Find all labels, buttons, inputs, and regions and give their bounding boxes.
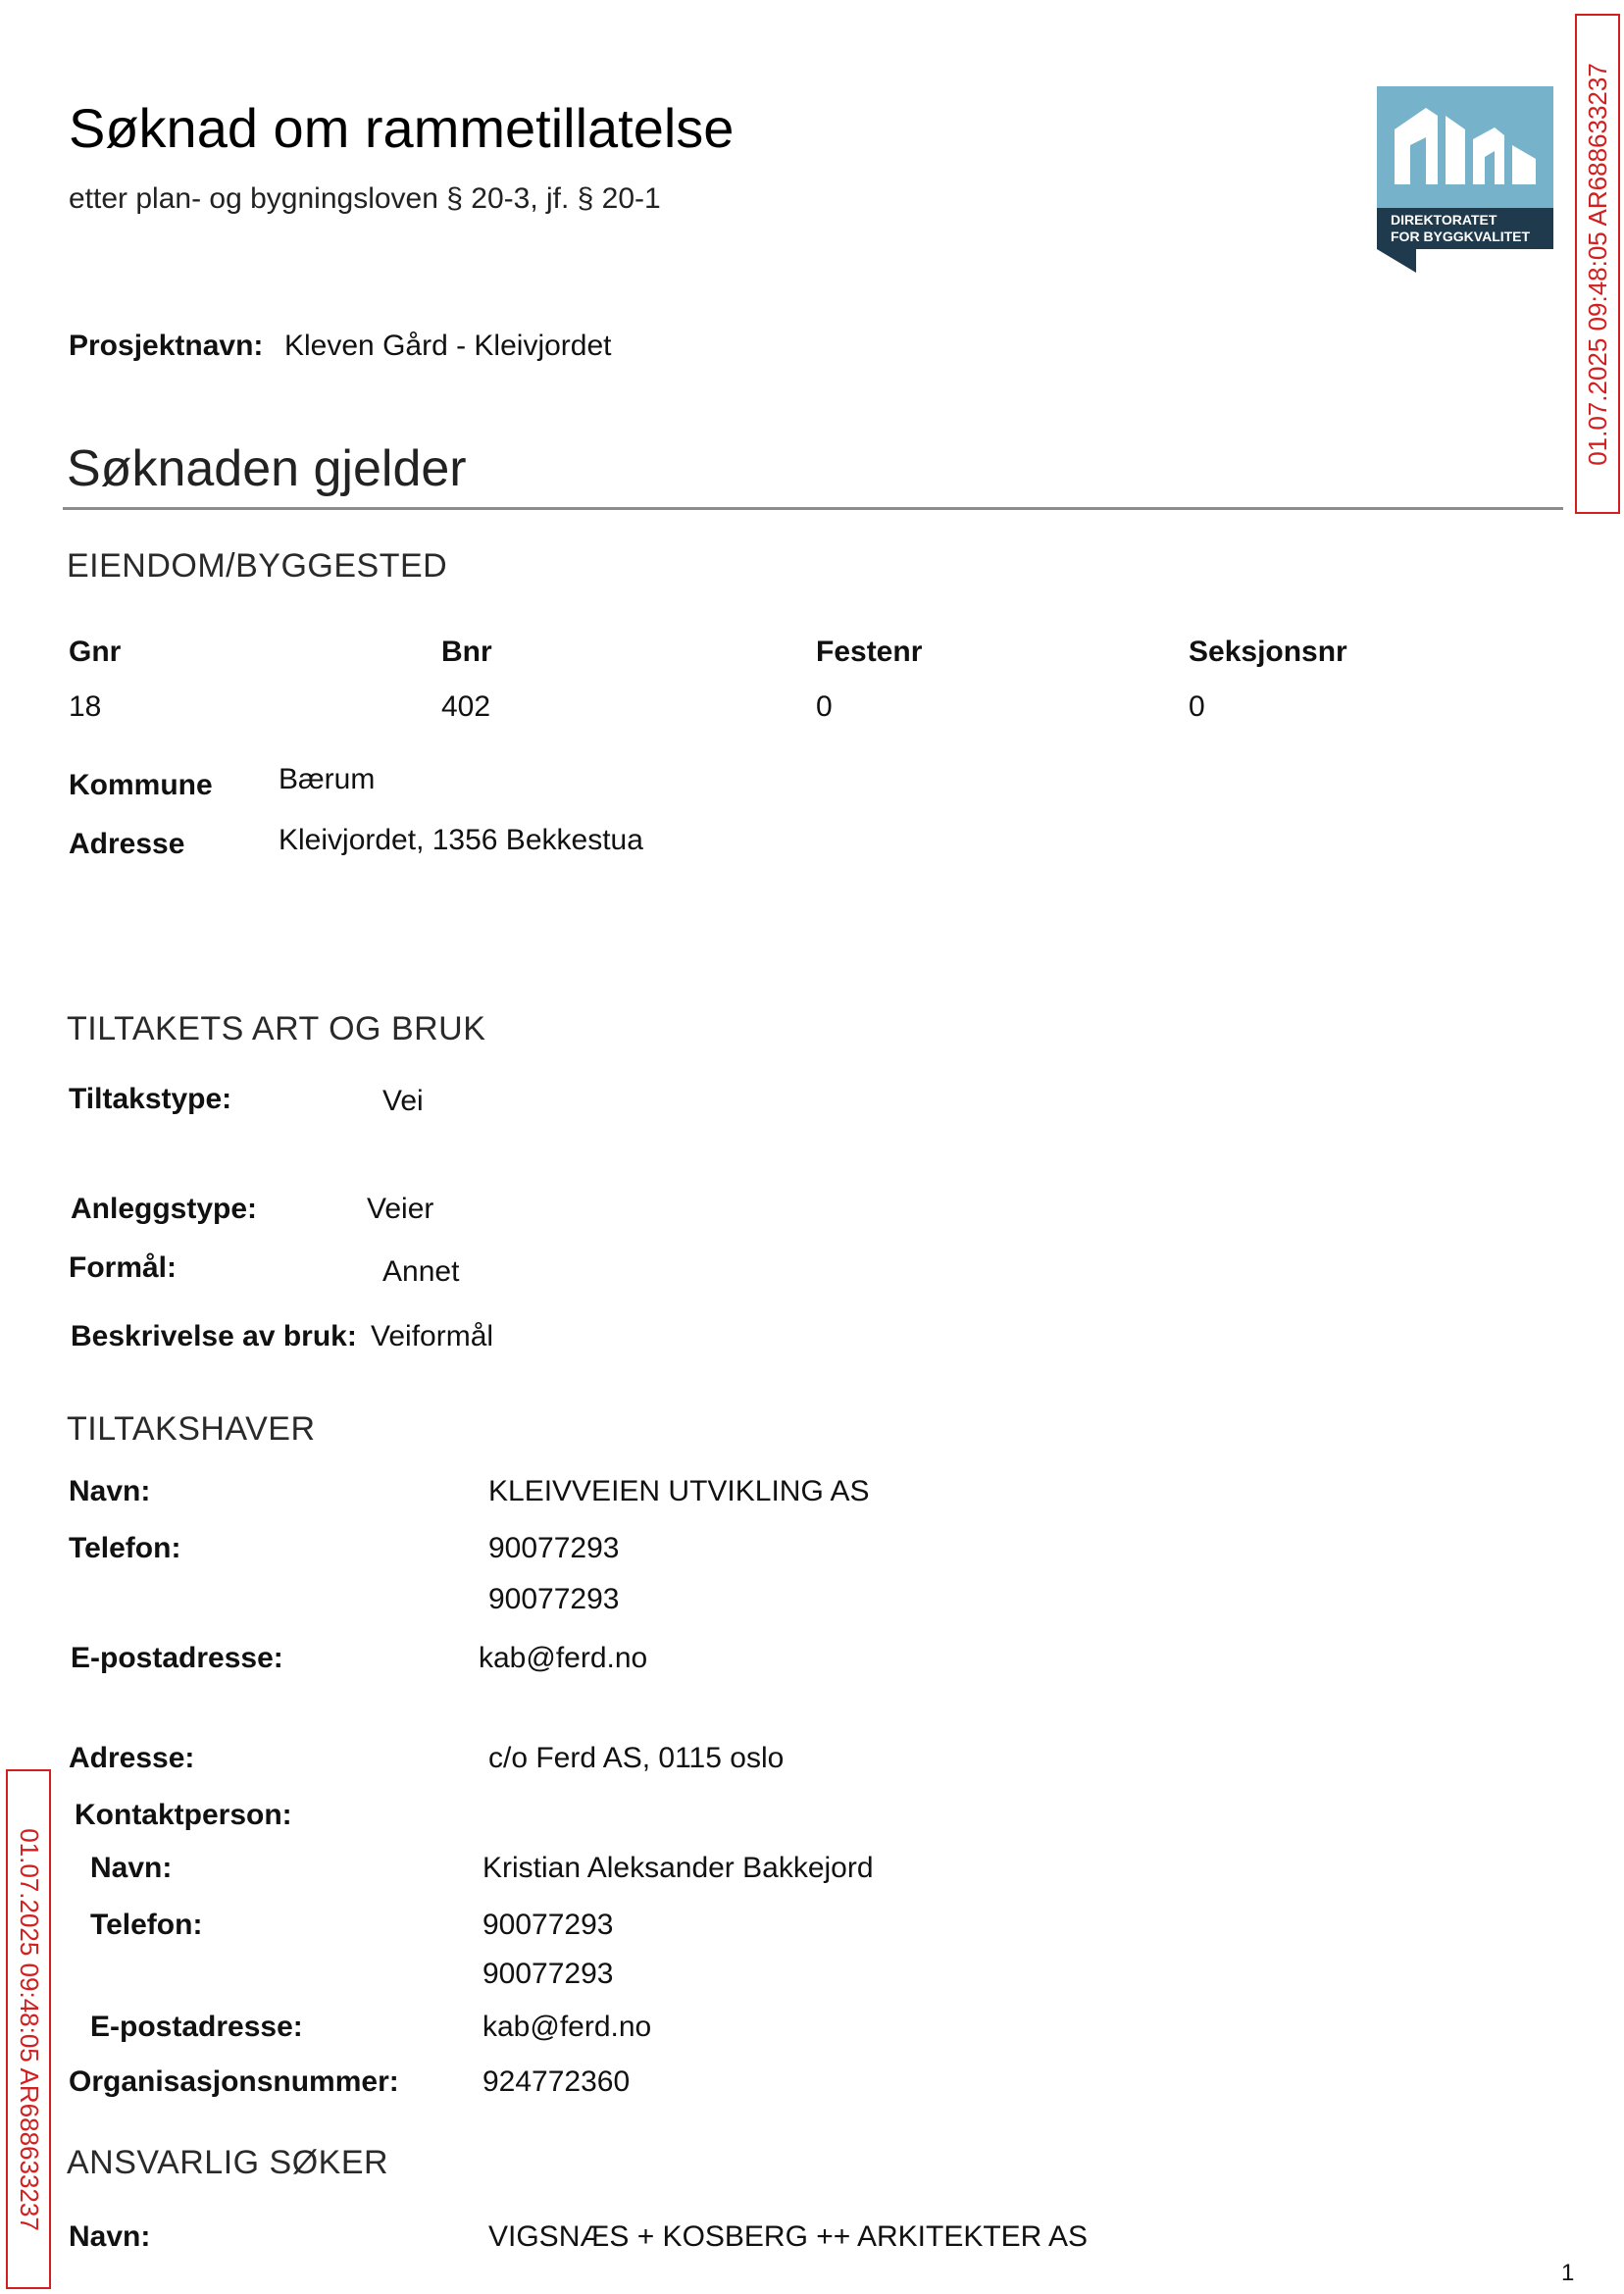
tiltakstype-label: Tiltakstype: <box>69 1083 232 1115</box>
tiltakshaver-telefon-1: 90077293 <box>488 1532 620 1564</box>
adresse-value: Kleivjordet, 1356 Bekkestua <box>279 824 643 856</box>
tiltakshaver-heading: TILTAKSHAVER <box>67 1410 316 1448</box>
formal-value: Annet <box>382 1255 460 1288</box>
seksjonsnr-value: 0 <box>1189 690 1205 723</box>
tiltakstype-value: Vei <box>382 1085 424 1117</box>
adresse-label: Adresse <box>69 828 185 860</box>
kontakt-epost-value: kab@ferd.no <box>482 2011 652 2043</box>
tiltak-heading: TILTAKETS ART OG BRUK <box>67 1010 486 1047</box>
logo-text-1: DIREKTORATET <box>1391 212 1497 228</box>
kommune-label: Kommune <box>69 769 213 801</box>
anleggstype-value: Veier <box>367 1193 434 1225</box>
gnr-value: 18 <box>69 690 102 723</box>
logo-text-2: FOR BYGGKVALITET <box>1391 229 1531 244</box>
kontakt-epost-label: E-postadresse: <box>90 2011 303 2043</box>
eiendom-heading: EIENDOM/BYGGESTED <box>67 547 448 585</box>
gnr-label: Gnr <box>69 636 122 668</box>
festenr-value: 0 <box>816 690 833 723</box>
ansvarlig-navn-value: VIGSNÆS + KOSBERG ++ ARKITEKTER AS <box>488 2220 1089 2253</box>
orgnr-value: 924772360 <box>482 2065 631 2098</box>
seksjonsnr-label: Seksjonsnr <box>1189 636 1347 668</box>
tiltakshaver-epost-value: kab@ferd.no <box>479 1642 648 1674</box>
kontaktperson-label: Kontaktperson: <box>75 1799 292 1831</box>
beskrivelse-label: Beskrivelse av bruk: <box>71 1320 357 1352</box>
kommune-value: Bærum <box>279 763 376 795</box>
formal-label: Formål: <box>69 1251 178 1284</box>
project-value: Kleven Gård - Kleivjordet <box>284 330 612 362</box>
kontakt-navn-label: Navn: <box>90 1852 173 1884</box>
section-heading: Søknaden gjelder <box>67 440 467 497</box>
kontakt-navn-value: Kristian Aleksander Bakkejord <box>482 1852 874 1884</box>
bnr-label: Bnr <box>441 636 492 668</box>
festenr-label: Festenr <box>816 636 923 668</box>
project-label: Prosjektnavn: <box>69 330 264 362</box>
document-title: Søknad om rammetillatelse <box>69 97 735 159</box>
document-subtitle: etter plan- og bygningsloven § 20-3, jf. § 20-1 <box>69 182 661 215</box>
anleggstype-label: Anleggstype: <box>71 1193 258 1225</box>
tiltakshaver-epost-label: E-postadresse: <box>71 1642 283 1674</box>
tiltakshaver-navn-label: Navn: <box>69 1475 151 1507</box>
ansvarlig-heading: ANSVARLIG SØKER <box>67 2144 389 2181</box>
kontakt-telefon-2: 90077293 <box>482 1958 614 1990</box>
tiltakshaver-telefon-2: 90077293 <box>488 1583 620 1615</box>
page-number: 1 <box>1561 2260 1575 2286</box>
tiltakshaver-telefon-label: Telefon: <box>69 1532 181 1564</box>
kontakt-telefon-1: 90077293 <box>482 1909 614 1941</box>
orgnr-label: Organisasjonsnummer: <box>69 2065 399 2098</box>
ansvarlig-navn-label: Navn: <box>69 2220 151 2253</box>
date-stamp-top: 01.07.2025 09:48:05 AR688633237 <box>1575 14 1620 514</box>
tiltakshaver-navn-value: KLEIVVEIEN UTVIKLING AS <box>488 1475 870 1507</box>
tiltakshaver-adresse-label: Adresse: <box>69 1742 195 1774</box>
tiltakshaver-adresse-value: c/o Ferd AS, 0115 oslo <box>488 1742 785 1774</box>
beskrivelse-value: Veiformål <box>371 1320 494 1352</box>
dibk-logo <box>1377 86 1553 279</box>
bnr-value: 402 <box>441 690 491 723</box>
kontakt-telefon-label: Telefon: <box>90 1909 203 1941</box>
date-stamp-bottom: 01.07.2025 09:48:05 AR688633237 <box>6 1769 51 2289</box>
section-divider <box>63 507 1563 510</box>
